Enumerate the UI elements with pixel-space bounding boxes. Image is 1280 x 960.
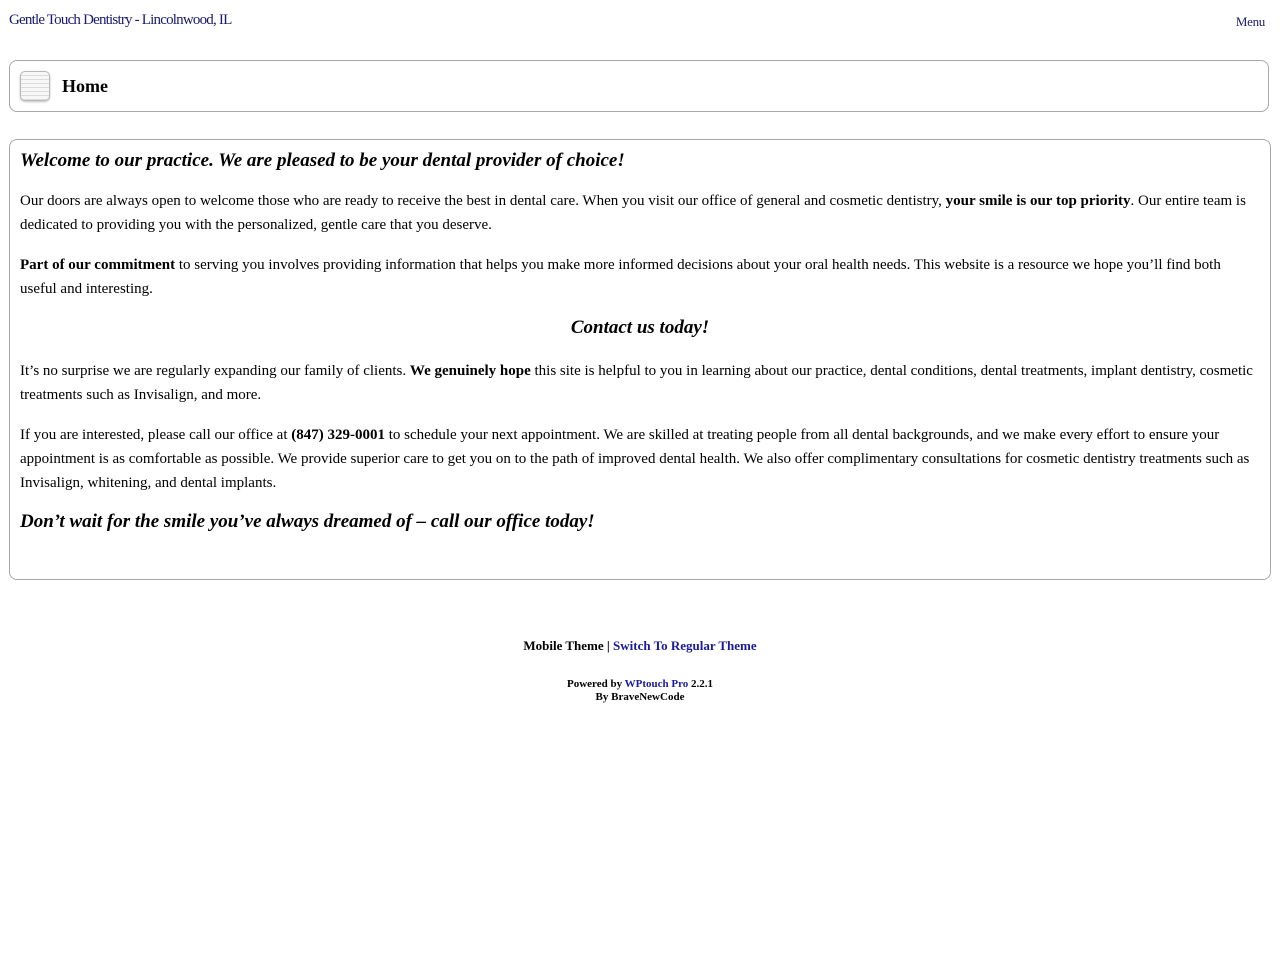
theme-switcher bbox=[0, 638, 1280, 654]
site-header bbox=[0, 0, 1280, 44]
page-title-bar bbox=[9, 60, 1269, 112]
closing-heading: Don’t wait for the smile you’ve always dreamed of – call our office today! bbox=[20, 511, 595, 532]
powered-by bbox=[0, 678, 1280, 704]
intro-paragraph bbox=[20, 189, 1260, 237]
commitment-text: to serving you involves providing information that helps you make more informed decisions about your oral health needs. This website is a resource we hope you’ll find both useful and interesting. bbox=[20, 257, 1221, 297]
wptouch-link[interactable]: WPtouch Pro bbox=[624, 678, 689, 690]
page-title: Home bbox=[62, 76, 108, 96]
expanding-text-start: It’s no surprise we are regularly expanding our family of clients. bbox=[20, 363, 410, 379]
version-label: 2.2.1 bbox=[688, 678, 714, 690]
contact-heading: Contact us today! bbox=[570, 317, 710, 338]
welcome-heading: Welcome to our practice. We are pleased to be your dental provider of choice! bbox=[20, 150, 625, 171]
intro-bold-text: your smile is our top priority bbox=[945, 193, 1131, 209]
commitment-paragraph bbox=[20, 253, 1260, 301]
mobile-theme-label: Mobile Theme bbox=[523, 638, 604, 653]
appointment-text-end: to schedule your next appointment. We are skilled at treating people from all dental backgrounds, and we make every effort to ensure your appointment is as comfortable as possible. We provide superior care to get you on to the path of improved dental health. We also offer complimentary consultations for cosmetic dentistry treatments such as Invisalign, whitening, and dental implants. bbox=[20, 427, 1250, 491]
appointment-text-start: If you are interested, please call our office at bbox=[20, 427, 292, 443]
post-content bbox=[9, 139, 1271, 580]
menu-button[interactable]: Menu bbox=[1235, 14, 1265, 29]
intro-text-end: . Our entire team is dedicated to providing you with the personalized, gentle care that you deserve. bbox=[20, 193, 1246, 233]
powered-by-label: Powered by bbox=[566, 678, 625, 690]
footer bbox=[0, 638, 1280, 704]
credit-line: By BraveNewCode bbox=[595, 691, 685, 703]
site-title-link[interactable]: Gentle Touch Dentistry - Lincolnwood, IL bbox=[9, 12, 232, 28]
phone-number: (847) 329-0001 bbox=[291, 427, 386, 443]
expanding-bold-text: We genuinely hope bbox=[409, 363, 531, 379]
expanding-text-end: this site is helpful to you in learning about our practice, dental conditions, dental treatments, implant dentistry, cosmetic treatments such as Invisalign, and more. bbox=[20, 363, 1253, 403]
commitment-bold-text: Part of our commitment bbox=[20, 257, 176, 273]
intro-text-start: Our doors are always open to welcome those who are ready to receive the best in dental care. When you visit our office of general and cosmetic dentistry, bbox=[20, 193, 946, 209]
theme-separator: | bbox=[603, 638, 614, 653]
expanding-paragraph bbox=[20, 359, 1260, 407]
appointment-paragraph bbox=[20, 423, 1260, 495]
page-icon bbox=[20, 71, 50, 101]
switch-theme-link[interactable]: Switch To Regular Theme bbox=[613, 638, 757, 653]
